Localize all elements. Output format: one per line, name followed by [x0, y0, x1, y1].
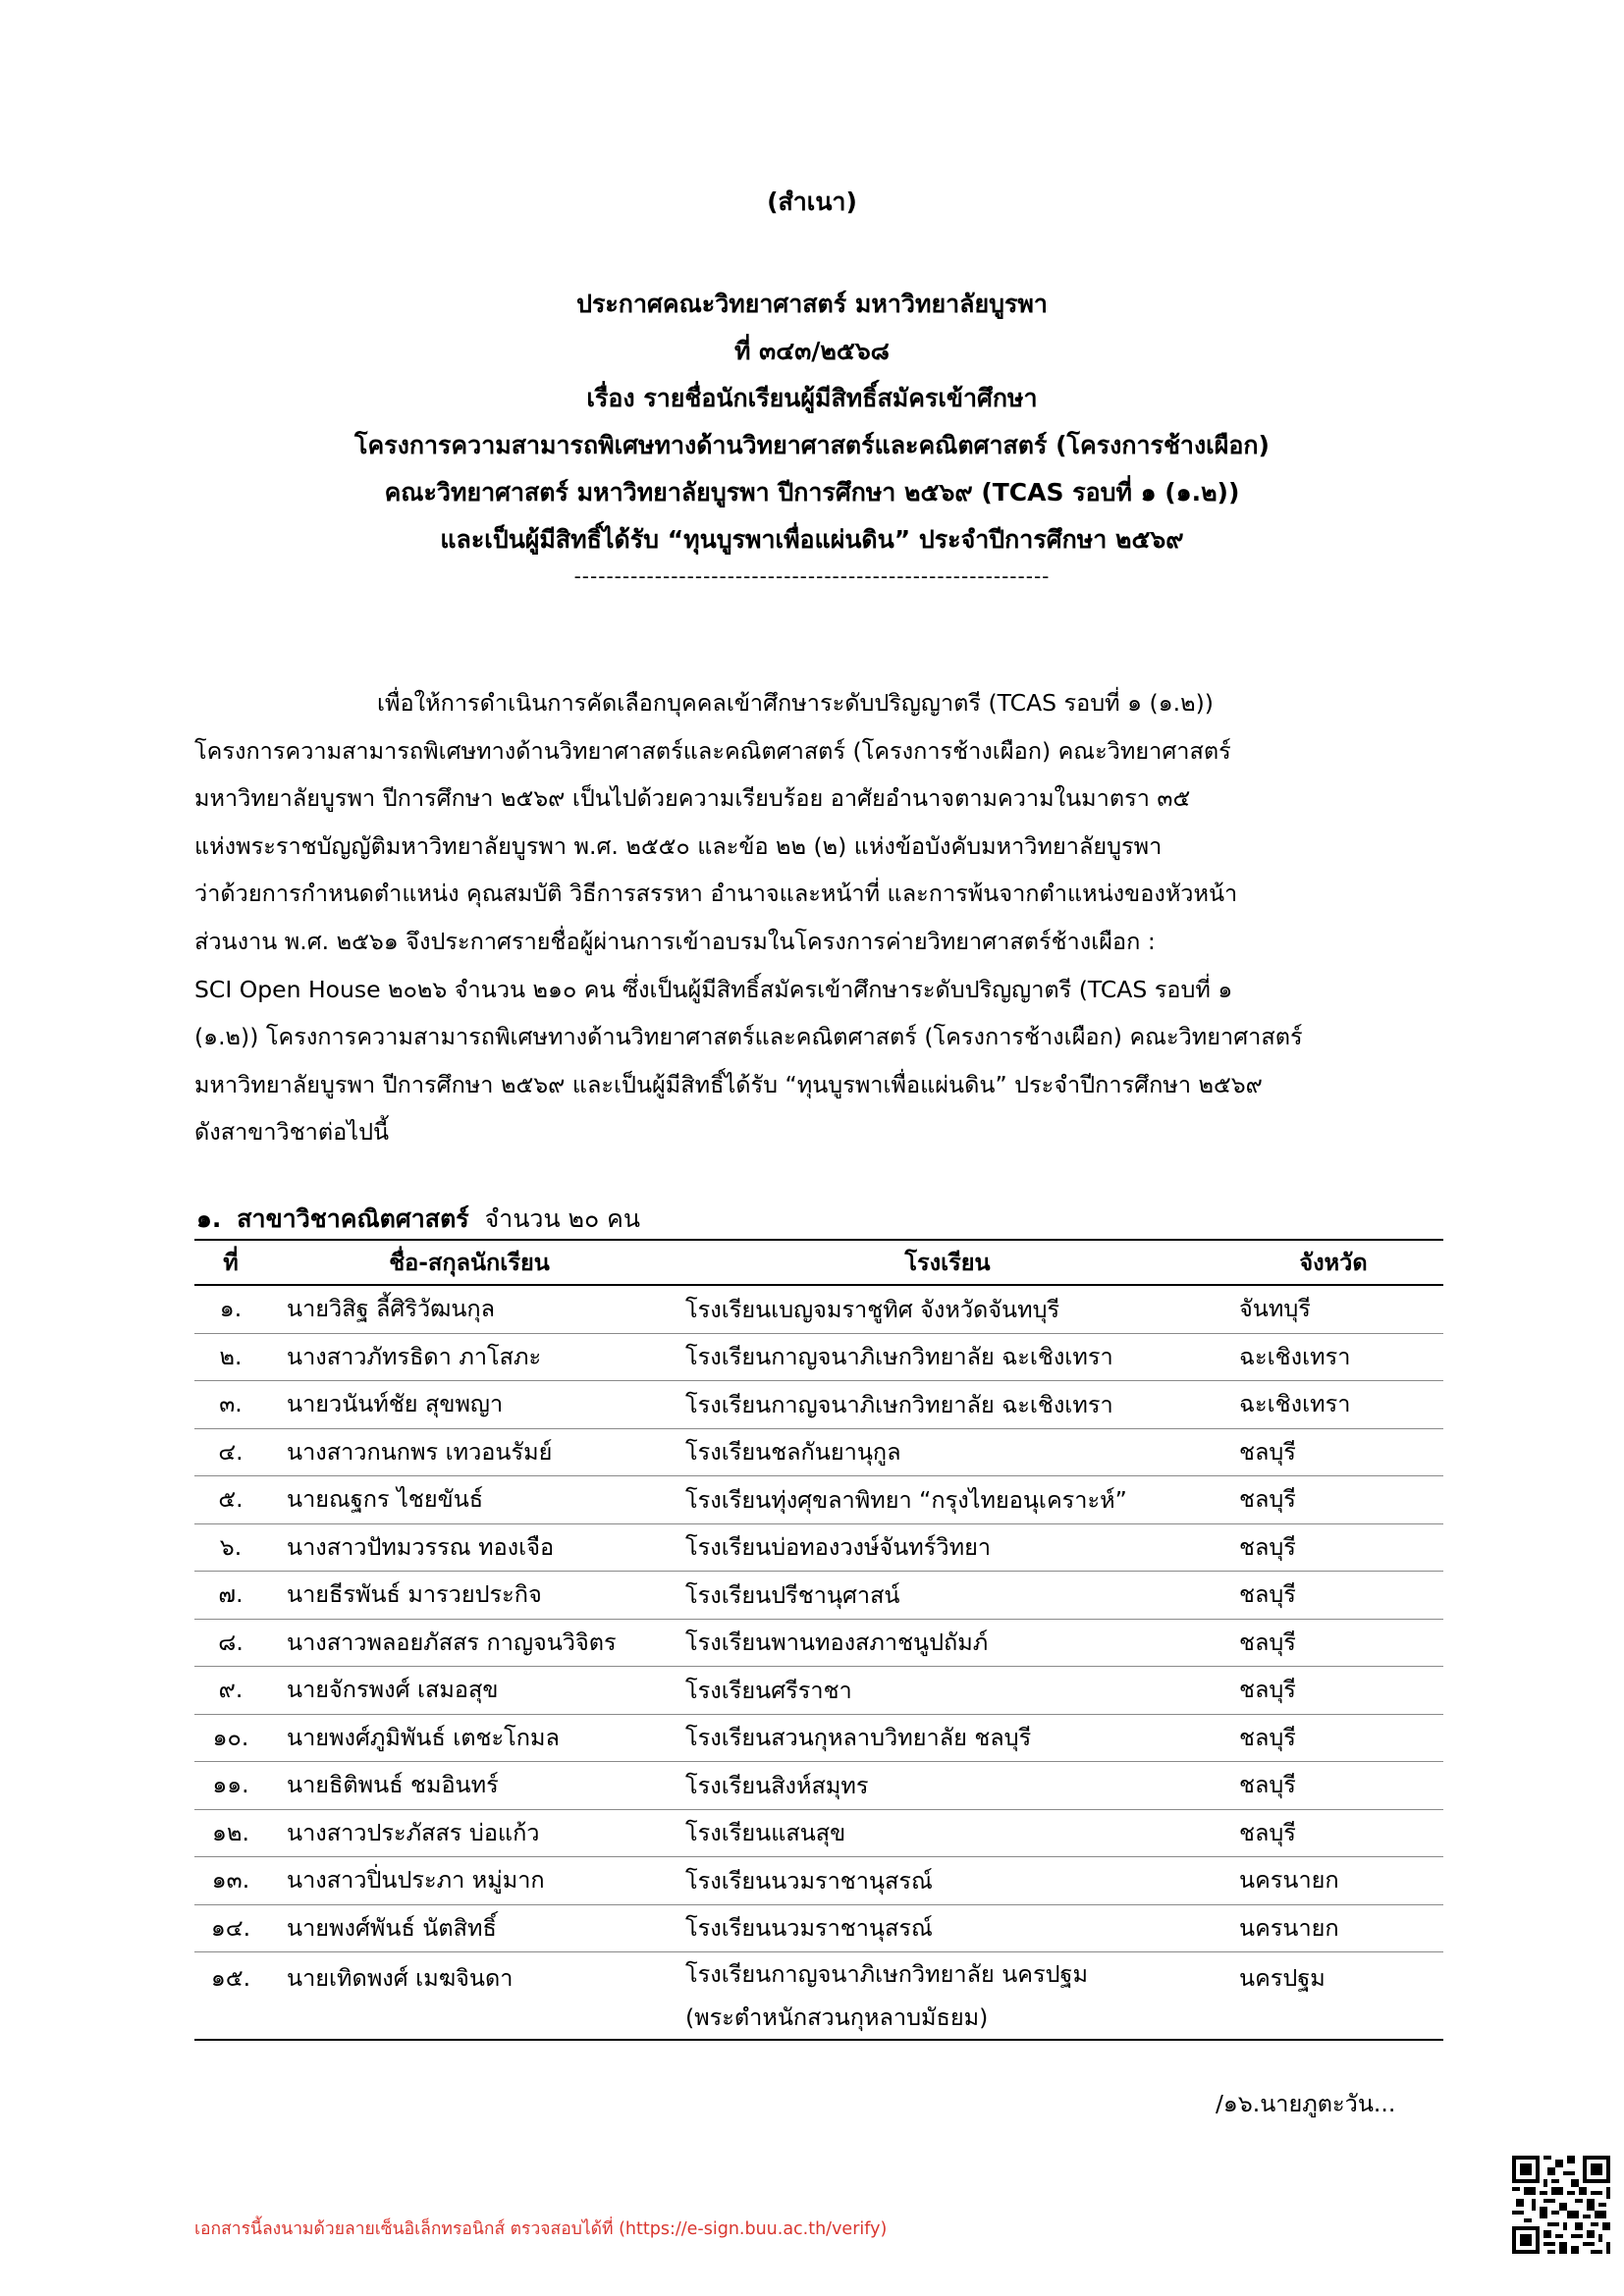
table-row: [194, 1381, 1443, 1429]
cell-name: นายพงศ์พันธ์ นัตสิทธิ์: [267, 1904, 672, 1952]
cell-name: นายเทิดพงศ์ เมฆจินดา: [267, 1952, 672, 2041]
header-line-1: ประกาศคณะวิทยาศาสตร์ มหาวิทยาลัยบูรพา: [576, 290, 1048, 318]
cell-no: ๕.: [194, 1476, 267, 1524]
table-row: [194, 1428, 1443, 1476]
table-body: [194, 1285, 1443, 2040]
header-no: ที่: [194, 1240, 267, 1285]
table-row: [194, 1809, 1443, 1857]
cell-name: นายธิติพนธ์ ชมอินทร์: [267, 1762, 672, 1810]
cell-name: นายพงศ์ภูมิพันธ์ เตชะโกมล: [267, 1714, 672, 1762]
cell-school: โรงเรียนกาญจนาภิเษกวิทยาลัย ฉะเชิงเทรา: [672, 1381, 1223, 1429]
body-line: (๑.๒)) โครงการความสามารถพิเศษทางด้านวิทยาศาสตร์และคณิตศาสตร์ (โครงการช้างเผือก) คณะวิทยาศาสตร์: [194, 1023, 1303, 1051]
table-row: [194, 1714, 1443, 1762]
header-school: โรงเรียน: [672, 1240, 1223, 1285]
cell-school: โรงเรียนปรีชานุศาสน์: [672, 1572, 1223, 1620]
table-row: [194, 1667, 1443, 1715]
cell-school: โรงเรียนกาญจนาภิเษกวิทยาลัย ฉะเชิงเทรา: [672, 1333, 1223, 1381]
cell-school: โรงเรียนศรีราชา: [672, 1667, 1223, 1715]
cell-province: นครนายก: [1223, 1857, 1443, 1905]
body-line: มหาวิทยาลัยบูรพา ปีการศึกษา ๒๕๖๙ เป็นไปด้วยความเรียบร้อย อาศัยอำนาจตามความในมาตรา ๓๕: [194, 784, 1191, 813]
body-line: แห่งพระราชบัญญัติมหาวิทยาลัยบูรพา พ.ศ. ๒๕๕๐ และข้อ ๒๒ (๒) แห่งข้อบังคับมหาวิทยาลัยบูรพา: [194, 831, 1163, 860]
header-line-3: เรื่อง รายชื่อนักเรียนผู้มีสิทธิ์สมัครเข้าศึกษา: [586, 384, 1038, 412]
cell-school: โรงเรียนแสนสุข: [672, 1809, 1223, 1857]
cell-name: นายณฐกร ไชยขันธ์: [267, 1476, 672, 1524]
cell-school: [672, 1952, 1223, 2041]
body-line: มหาวิทยาลัยบูรพา ปีการศึกษา ๒๕๖๙ และเป็นผู้มีสิทธิ์ได้รับ “ทุนบูรพาเพื่อแผ่นดิน” ประจำปีการศึกษา ๒๕๖๙: [194, 1070, 1263, 1098]
section-count: จำนวน ๒๐ คน: [484, 1204, 640, 1233]
cell-name: นางสาวพลอยภัสสร กาญจนวิจิตร: [267, 1619, 672, 1667]
table-row: [194, 1333, 1443, 1381]
announcement-body: [194, 679, 1461, 1156]
cell-province: นครปฐม: [1223, 1952, 1443, 2041]
body-line: ส่วนงาน พ.ศ. ๒๕๖๑ จึงประกาศรายชื่อผู้ผ่านการเข้าอบรมในโครงการค่ายวิทยาศาสตร์ช้างเผือก :: [194, 927, 1156, 955]
cell-school: โรงเรียนนวมราชานุสรณ์: [672, 1857, 1223, 1905]
e-sign-note: เอกสารนี้ลงนามด้วยลายเซ็นอิเล็กทรอนิกส์ ตรวจสอบได้ที่ (https://e-sign.buu.ac.th/verify): [194, 2219, 888, 2239]
cell-name: นางสาวประภัสสร บ่อแก้ว: [267, 1809, 672, 1857]
cell-school: โรงเรียนชลกันยานุกูล: [672, 1428, 1223, 1476]
announcement-header: [0, 281, 1624, 589]
continuation-marker: /๑๖.นายภูตะวัน...: [1216, 2090, 1396, 2117]
cell-no: ๑๑.: [194, 1762, 267, 1810]
cell-no: ๖.: [194, 1523, 267, 1572]
cell-province: ชลบุรี: [1223, 1714, 1443, 1762]
table-row: [194, 1762, 1443, 1810]
section-title: [196, 1200, 640, 1239]
cell-no: ๒.: [194, 1333, 267, 1381]
body-line: ดังสาขาวิชาต่อไปนี้: [194, 1118, 390, 1147]
cell-province: ชลบุรี: [1223, 1667, 1443, 1715]
cell-school: โรงเรียนบ่อทองวงษ์จันทร์วิทยา: [672, 1523, 1223, 1572]
table-row: [194, 1523, 1443, 1572]
table-row: [194, 1619, 1443, 1667]
cell-name: นางสาวปิ่นประภา หมู่มาก: [267, 1857, 672, 1905]
cell-name: นางสาวภัทรธิดา ภาโสภะ: [267, 1333, 672, 1381]
student-table: [194, 1239, 1443, 2041]
body-line: เพื่อให้การดำเนินการคัดเลือกบุคคลเข้าศึกษาระดับปริญญาตรี (TCAS รอบที่ ๑ (๑.๒)): [377, 689, 1214, 717]
cell-province: ชลบุรี: [1223, 1476, 1443, 1524]
cell-name: นายจักรพงศ์ เสมอสุข: [267, 1667, 672, 1715]
cell-name: นางสาวกนกพร เทวอนรัมย์: [267, 1428, 672, 1476]
cell-name: นายวนันท์ชัย สุขพญา: [267, 1381, 672, 1429]
cell-school: โรงเรียนทุ่งศุขลาพิทยา “กรุงไทยอนุเคราะห์”: [672, 1476, 1223, 1524]
qr-code-icon[interactable]: [1512, 2156, 1610, 2254]
table-row: [194, 1952, 1443, 2041]
cell-school: โรงเรียนนวมราชานุสรณ์: [672, 1904, 1223, 1952]
cell-province: ชลบุรี: [1223, 1809, 1443, 1857]
cell-name: นายวิสิฐ ลี้ศิริวัฒนกุล: [267, 1285, 672, 1333]
table-row: [194, 1857, 1443, 1905]
table-row: [194, 1476, 1443, 1524]
table-row: [194, 1572, 1443, 1620]
cell-province: นครนายก: [1223, 1904, 1443, 1952]
cell-no: ๗.: [194, 1572, 267, 1620]
cell-province: ชลบุรี: [1223, 1523, 1443, 1572]
cell-school-line: โรงเรียนกาญจนาภิเษกวิทยาลัย นครปฐม: [685, 1960, 1088, 1988]
header-province: จังหวัด: [1223, 1240, 1443, 1285]
body-line: ว่าด้วยการกำหนดตำแหน่ง คุณสมบัติ วิธีการสรรหา อำนาจและหน้าที่ และการพ้นจากตำแหน่งของหัวหน้า: [194, 880, 1238, 908]
section-name: สาขาวิชาคณิตศาสตร์: [237, 1204, 469, 1233]
header-line-5: คณะวิทยาศาสตร์ มหาวิทยาลัยบูรพา ปีการศึกษา ๒๕๖๙ (TCAS รอบที่ ๑ (๑.๒)): [384, 478, 1240, 507]
cell-school: โรงเรียนสวนกุหลาบวิทยาลัย ชลบุรี: [672, 1714, 1223, 1762]
cell-no: ๙.: [194, 1667, 267, 1715]
header-line-2: ที่ ๓๔๓/๒๕๖๘: [734, 337, 890, 365]
table-header-row: [194, 1240, 1443, 1285]
table-row: [194, 1285, 1443, 1333]
header-line-6: และเป็นผู้มีสิทธิ์ได้รับ “ทุนบูรพาเพื่อแผ่นดิน” ประจำปีการศึกษา ๒๕๖๙: [440, 525, 1184, 554]
cell-no: ๑๒.: [194, 1809, 267, 1857]
header-line-4: โครงการความสามารถพิเศษทางด้านวิทยาศาสตร์และคณิตศาสตร์ (โครงการช้างเผือก): [354, 431, 1270, 459]
cell-no: ๑๓.: [194, 1857, 267, 1905]
cell-no: ๑๔.: [194, 1904, 267, 1952]
cell-no: ๔.: [194, 1428, 267, 1476]
cell-no: ๑๐.: [194, 1714, 267, 1762]
cell-province: ชลบุรี: [1223, 1572, 1443, 1620]
cell-school: โรงเรียนสิงห์สมุทร: [672, 1762, 1223, 1810]
header-separator: -----------------------------------------------------------: [573, 564, 1051, 588]
cell-name: นางสาวปัทมวรรณ ทองเจือ: [267, 1523, 672, 1572]
cell-no: ๑.: [194, 1285, 267, 1333]
cell-school-line: (พระตำหนักสวนกุหลาบมัธยม): [685, 2003, 989, 2031]
cell-school: โรงเรียนเบญจมราชูทิศ จังหวัดจันทบุรี: [672, 1285, 1223, 1333]
body-line: โครงการความสามารถพิเศษทางด้านวิทยาศาสตร์และคณิตศาสตร์ (โครงการช้างเผือก) คณะวิทยาศาสตร์: [194, 736, 1231, 765]
cell-province: ชลบุรี: [1223, 1762, 1443, 1810]
cell-province: ชลบุรี: [1223, 1619, 1443, 1667]
table-row: [194, 1904, 1443, 1952]
cell-school: โรงเรียนพานทองสภาชนูปถัมภ์: [672, 1619, 1223, 1667]
copy-mark: (สำเนา): [767, 187, 857, 216]
cell-province: ฉะเชิงเทรา: [1223, 1333, 1443, 1381]
cell-province: จันทบุรี: [1223, 1285, 1443, 1333]
section-number: ๑.: [196, 1204, 222, 1233]
body-line: SCI Open House ๒๐๒๖ จำนวน ๒๑๐ คน ซึ่งเป็นผู้มีสิทธิ์สมัครเข้าศึกษาระดับปริญญาตรี (TCAS รอบที่ ๑: [194, 975, 1233, 1003]
cell-no: ๓.: [194, 1381, 267, 1429]
cell-province: ฉะเชิงเทรา: [1223, 1381, 1443, 1429]
cell-no: ๘.: [194, 1619, 267, 1667]
cell-no: ๑๕.: [194, 1952, 267, 2041]
cell-name: นายธีรพันธ์ มารวยประกิจ: [267, 1572, 672, 1620]
cell-province: ชลบุรี: [1223, 1428, 1443, 1476]
header-name: ชื่อ-สกุลนักเรียน: [267, 1240, 672, 1285]
